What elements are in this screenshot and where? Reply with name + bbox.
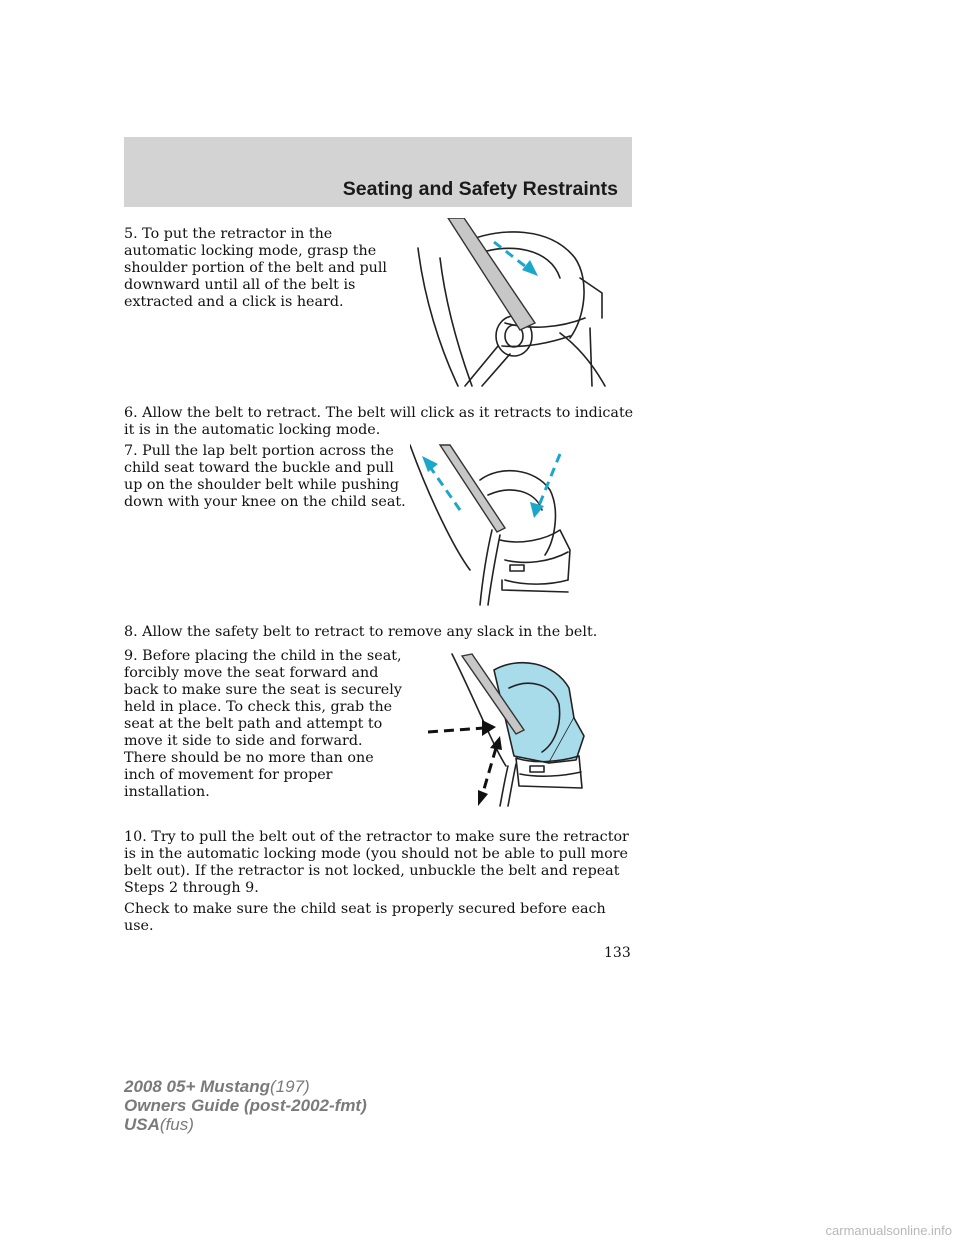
footer-model-info — [124, 1077, 367, 1134]
step-8-text: 8. Allow the safety belt to retract to remove any slack in the belt. — [124, 624, 598, 640]
step-9-text: 9. Before placing the child in the seat, forcibly move the seat forward and back to make sure the seat is securely held in place. To check this, grab the seat at the belt path and attempt to move it side to side and forward. There should be no more than one inch of movement for proper installation. — [124, 648, 402, 800]
footer-model-code: (197) — [270, 1077, 310, 1096]
figure-lap-belt-pull — [410, 440, 590, 610]
section-title: Seating and Safety Restraints — [342, 178, 618, 200]
footer-market: USA — [124, 1115, 160, 1134]
closing-text: Check to make sure the child seat is properly secured before each use. — [124, 901, 606, 934]
watermark: carmanualsonline.info — [825, 1223, 952, 1238]
page-number: 133 — [604, 945, 631, 961]
step-7-text: 7. Pull the lap belt portion across the child seat toward the buckle and pull up on the shoulder belt while pushing down with your knee on the child seat. — [124, 443, 406, 510]
footer-guide-type: Owners Guide (post-2002-fmt) — [124, 1096, 367, 1115]
section-header-band — [124, 137, 632, 207]
step-10-text: 10. Try to pull the belt out of the retractor to make sure the retractor is in the automatic locking mode (you should not be able to pull more belt out). If the retractor is not locked, unbuckle the belt and repeat Steps 2 through 9. — [124, 829, 629, 896]
figure-seat-movement-check — [424, 648, 594, 808]
step-5-text: 5. To put the retractor in the automatic locking mode, grasp the shoulder portion of the belt and pull downward until all of the belt is extracted and a click is heard. — [124, 226, 388, 310]
footer-market-code: (fus) — [159, 1115, 194, 1134]
figure-belt-retractor — [410, 218, 620, 388]
footer-model: 2008 05+ Mustang — [124, 1077, 270, 1096]
step-6-text: 6. Allow the belt to retract. The belt will click as it retracts to indicate it is in the automatic locking mode. — [124, 405, 634, 438]
